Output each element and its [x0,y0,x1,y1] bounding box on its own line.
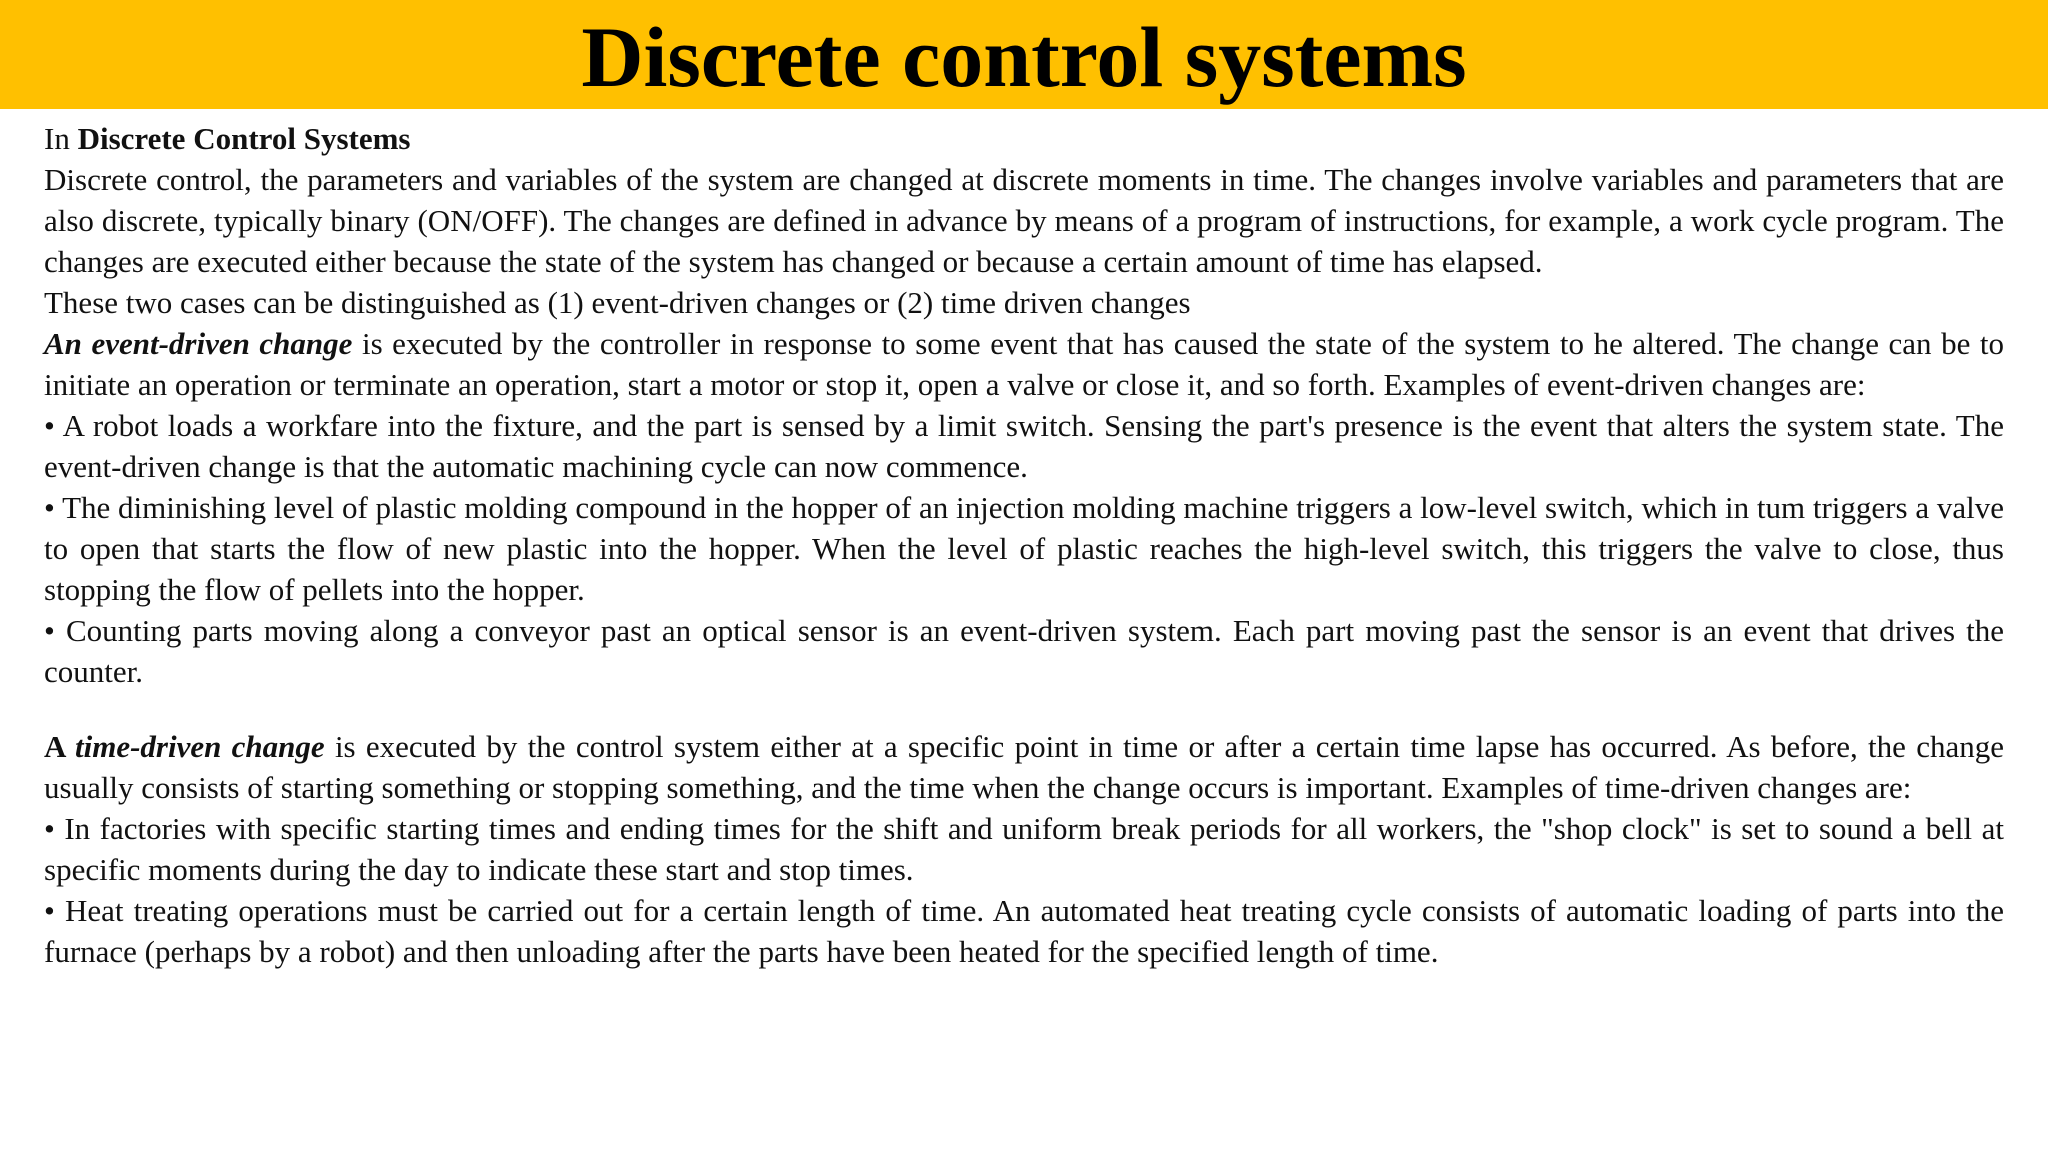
time-bullet-shop-clock: • In factories with specific starting times and ending times for the shift and uniform break periods for all workers, the "shop clock" is set to sound a bell at specific moments during the day to indicate these start and stop times. [44,811,2004,887]
event-driven-term: An event-driven change [44,326,353,361]
intro-prefix: In [44,121,78,156]
time-driven-paragraph [44,726,2004,808]
time-driven-article: A [44,729,75,764]
title-bar [0,0,2048,109]
event-driven-paragraph [44,323,2004,405]
event-driven-text: is executed by the controller in response to some event that has caused the state of the system to he altered. The change can be to initiate an operation or terminate an operation, start a motor or stop it, open a valve or close it, and so forth. Examples of event-driven changes are: [44,326,2004,402]
time-driven-text: is executed by the control system either at a specific point in time or after a certain time lapse has occurred. As before, the change usually consists of starting something or stopping something, and the time when the change occurs is important. Examples of time-driven changes are: [44,729,2004,805]
paragraph-spacer [44,692,2004,726]
definition-paragraph: Discrete control, the parameters and variables of the system are changed at discrete moments in time. The changes involve variables and parameters that are also discrete, typically binary (ON/OFF). The changes are defined in advance by means of a program of instructions, for example, a work cycle program. The changes are executed either because the state of the system has changed or because a certain amount of time has elapsed. [44,162,2004,279]
time-driven-term: time-driven change [74,729,325,764]
event-bullet-robot: • A robot loads a workfare into the fixture, and the part is sensed by a limit switch. Sensing the part's presence is the event that alters the system state. The event-driven change is that the automatic machining cycle can now commence. [44,408,2004,484]
slide-title: Discrete control systems [581,8,1467,105]
intro-line [44,118,2004,159]
intro-bold-term: Discrete Control Systems [77,121,411,156]
slide-body [44,118,2004,972]
event-bullet-hopper: • The diminishing level of plastic molding compound in the hopper of an injection molding machine triggers a low-level switch, which in tum triggers a valve to open that starts the flow of new plastic into the hopper. When the level of plastic reaches the high-level switch, this triggers the valve to close, thus stopping the flow of pellets into the hopper. [44,490,2004,607]
time-bullet-heat-treating: • Heat treating operations must be carried out for a certain length of time. An automated heat treating cycle consists of automatic loading of parts into the furnace (perhaps by a robot) and then unloading after the parts have been heated for the specified length of time. [44,893,2004,969]
event-bullet-conveyor: • Counting parts moving along a conveyor past an optical sensor is an event-driven system. Each part moving past the sensor is an event that drives the counter. [44,613,2004,689]
cases-paragraph: These two cases can be distinguished as (1) event-driven changes or (2) time driven changes [44,285,1191,320]
